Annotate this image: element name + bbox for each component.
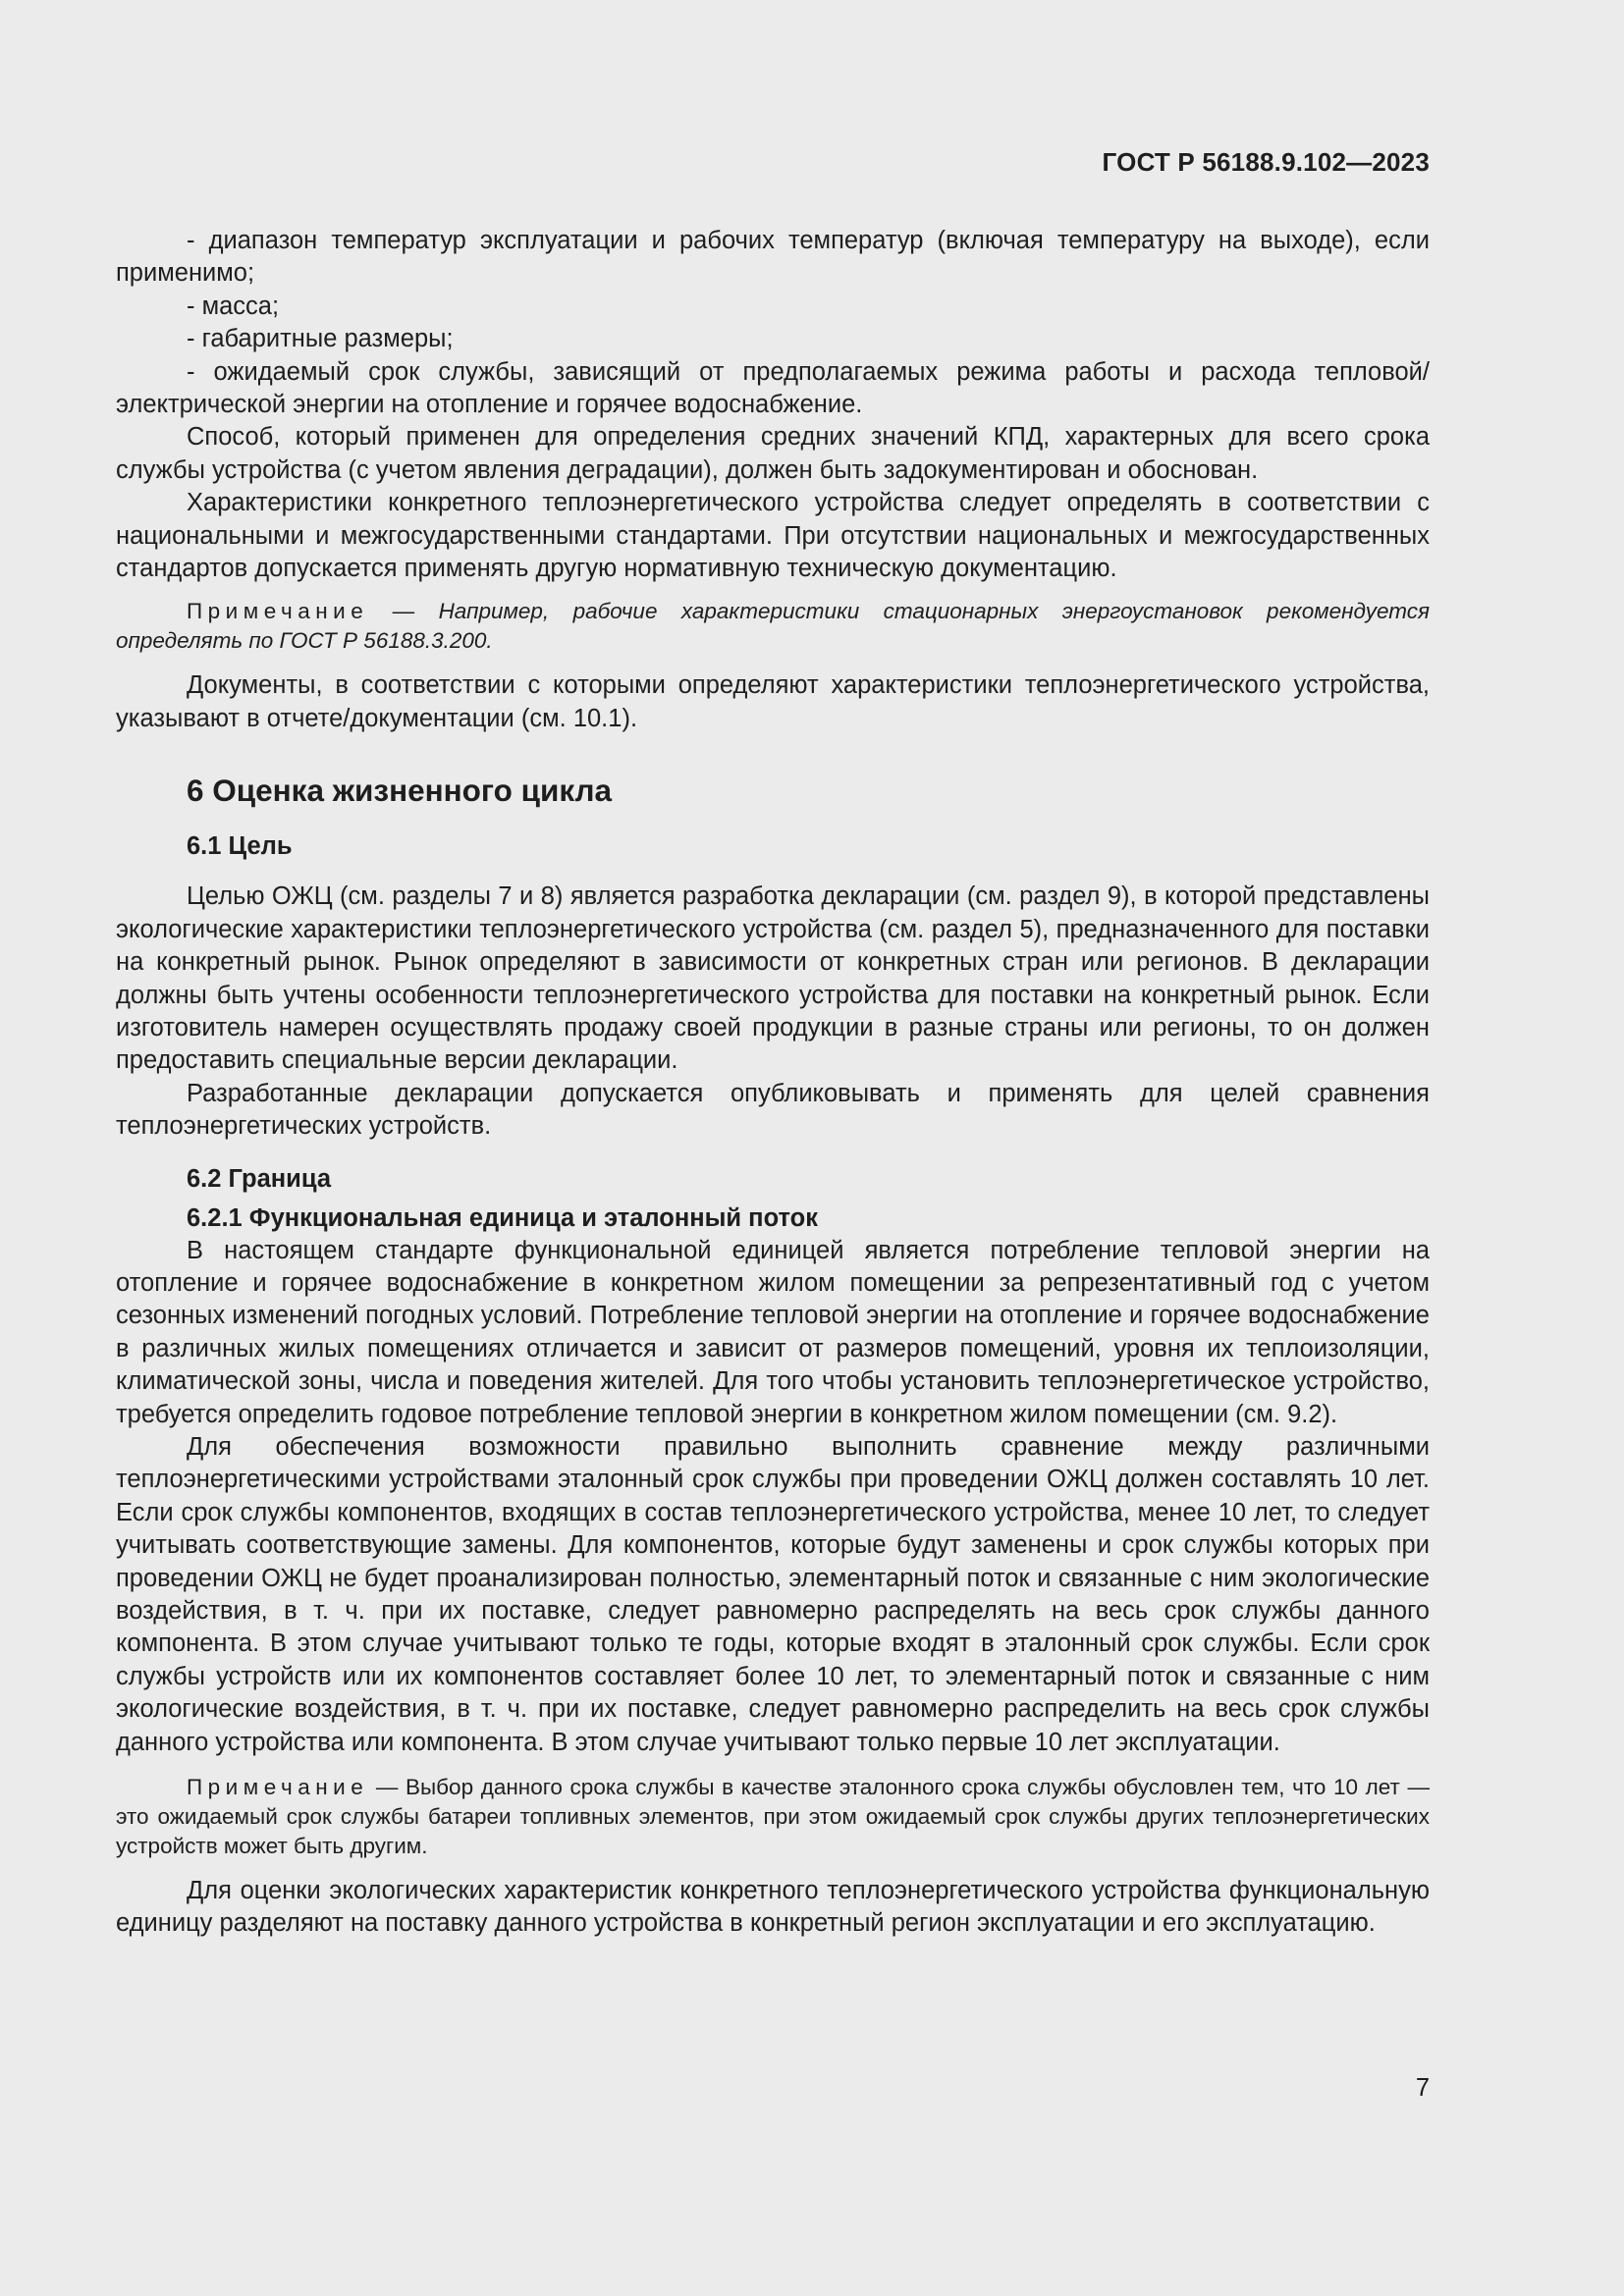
section-6-heading: 6 Оценка жизненного цикла — [187, 773, 613, 809]
subsection-6-2-heading: 6.2 Граница — [187, 1164, 332, 1193]
paragraph-6-1-goal: Целью ОЖЦ (см. разделы 7 и 8) является разработка декларации (см. раздел 9), в которой представлены экологические характеристики теплоэнергетического устройства (см. раздел 5), предназначенного для поставки на конкретный рынок. Рынок определяют в зависимости от конкретных стран или регионов. В декларации должны быть учтены особенности теплоэнергетического устройства для поставки на конкретный рынок. Если изготовитель намерен осуществлять продажу своей продукции в разные страны или регионы, то он должен предоставить специальные версии декларации. — [116, 882, 1430, 1075]
list-item-service-life: - ожидаемый срок службы, зависящий от предполагаемых режима работы и расхода тепловой/электрической энергии на отопление и горячее водоснабжение. — [116, 357, 1430, 419]
paragraph-6-2-1-assessment: Для оценки экологических характеристик конкретного теплоэнергетического устройства функциональную единицу разделяют на поставку данного устройства в конкретный регион эксплуатации и его эксплуатацию. — [116, 1877, 1430, 1938]
note-dash: — — [368, 599, 439, 624]
paragraph-method: Способ, который применен для определения средних значений КПД, характерных для всего срока службы устройства (с учетом явления деградации), должен быть задокументирован и обоснован. — [116, 423, 1430, 484]
note-2 — [116, 1773, 1430, 1861]
note-label: Примечание — [187, 599, 369, 624]
note-1 — [116, 597, 1430, 656]
page-number: 7 — [1415, 2074, 1430, 2102]
note-text: Выбор данного срока службы в качестве эталонного срока службы обусловлен тем, что 10 лет — это ожидаемый срок службы батареи топливных элементов, при этом ожидаемый срок службы других теплоэнергетических устройств может быть другим. — [116, 1775, 1430, 1859]
list-item-temperature-range: - диапазон температур эксплуатации и рабочих температур (включая температуру на выходе), если применимо; — [116, 227, 1430, 288]
paragraph-6-2-1-reference-life: Для обеспечения возможности правильно выполнить сравнение между различными теплоэнергетическими устройствами эталонный срок службы при проведении ОЖЦ должен составлять 10 лет. Если срок службы компонентов, входящих в состав теплоэнергетического устройства, менее 10 лет, то следует учитывать соответствующие замены. Для компонентов, которые будут заменены и срок службы которых при проведении ОЖЦ не будет проанализирован полностью, элементарный поток и связанные с ним экологические воздействия, в т. ч. при их поставке, следует равномерно распределять на весь срок службы данного компонента. В этом случае учитывают только те годы, которые входят в эталонный срок службы. Если срок службы устройств или их компонентов составляет более 10 лет, то элементарный поток и связанные с ним экологические воздействия, в т. ч. при их поставке, следует равномерно распределить на весь срок службы данного устройства или компонента. В этом случае учитывают только первые 10 лет эксплуатации. — [116, 1432, 1430, 1756]
note-dash: — — [368, 1775, 406, 1800]
subsection-6-2-1-heading: 6.2.1 Функциональная единица и эталонный поток — [187, 1203, 819, 1232]
paragraph-documents: Документы, в соответствии с которыми определяют характеристики теплоэнергетического устройства, указывают в отчете/документации (см. 10.1). — [116, 671, 1430, 732]
paragraph-6-1-declarations: Разработанные декларации допускается опубликовывать и применять для целей сравнения теплоэнергетических устройств. — [116, 1079, 1430, 1141]
page-content — [116, 225, 1430, 1941]
paragraph-characteristics: Характеристики конкретного теплоэнергетического устройства следует определять в соответствии с национальными и межгосударственными стандартами. При отсутствии национальных и межгосударственных стандартов допускается применять другую нормативную техническую документацию. — [116, 489, 1430, 583]
list-item-mass: - масса; — [187, 292, 280, 320]
paragraph-6-2-1-functional-unit: В настоящем стандарте функциональной единицей является потребление тепловой энергии на отопление и горячее водоснабжение в конкретном жилом помещении за репрезентативный год с учетом сезонных изменений погодных условий. Потребление тепловой энергии на отопление и горячее водоснабжение в различных жилых помещениях отличается и зависит от размеров помещений, уровня их теплоизоляции, климатической зоны, числа и поведения жителей. Для того чтобы установить теплоэнергетическое устройство, требуется определить годовое потребление тепловой энергии в конкретном жилом помещении (см. 9.2). — [116, 1236, 1430, 1428]
list-item-dimensions: - габаритные размеры; — [187, 325, 454, 353]
note-text: Например, рабочие характеристики стационарных энергоустановок рекомендуется определять по ГОСТ Р 56188.3.200. — [116, 599, 1430, 654]
subsection-6-1-heading: 6.1 Цель — [187, 832, 293, 861]
note-label: Примечание — [187, 1775, 369, 1800]
standard-id-header: ГОСТ Р 56188.9.102—2023 — [1102, 147, 1430, 177]
